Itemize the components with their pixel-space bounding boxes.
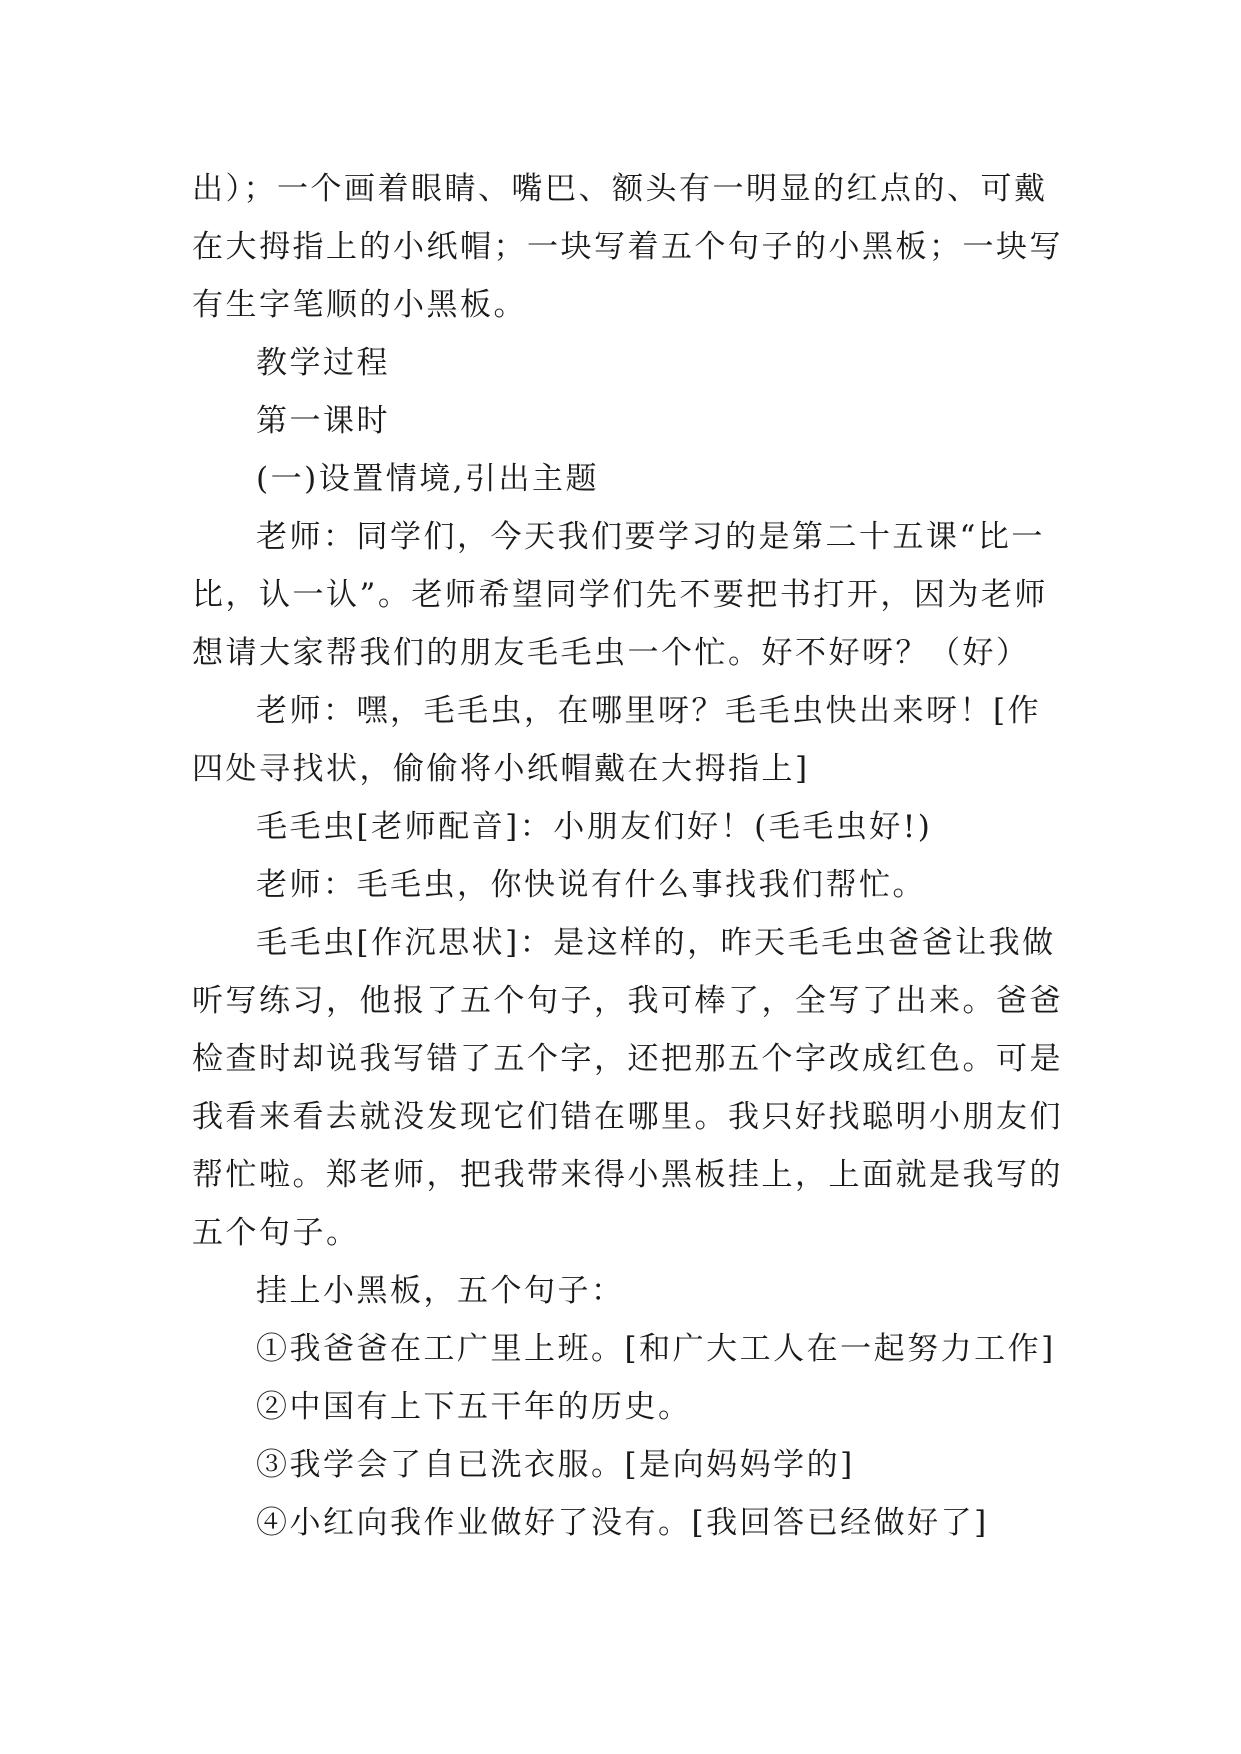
text-line: 比，认一认”。老师希望同学们先不要把书打开，因为老师 xyxy=(192,577,1048,613)
text-line: 听写练习，他报了五个句子，我可棒了，全写了出来。爸爸 xyxy=(192,983,1063,1019)
text-line: 毛毛虫[老师配音]：小朋友们好！(毛毛虫好!) xyxy=(256,809,933,845)
text-line: 五个句子。 xyxy=(192,1215,360,1251)
text-line: 毛毛虫[作沉思状]：是这样的，昨天毛毛虫爸爸让我做 xyxy=(256,925,1056,961)
subsection-heading: (一)设置情境,引出主题 xyxy=(256,461,600,497)
document-body xyxy=(192,160,1063,1552)
sentence-item: ④小红向我作业做好了没有。[我回答已经做好了] xyxy=(256,1505,989,1541)
lesson-heading: 第一课时 xyxy=(256,403,390,439)
sentence-item: ③我学会了自已洗衣服。[是向妈妈学的] xyxy=(256,1447,855,1483)
text-line: 我看来看去就没发现它们错在哪里。我只好找聪明小朋友们 xyxy=(192,1099,1063,1135)
text-line: 四处寻找状，偷偷将小纸帽戴在大拇指上] xyxy=(192,751,810,787)
text-line: 在大拇指上的小纸帽；一块写着五个句子的小黑板；一块写 xyxy=(192,229,1063,265)
text-line: 老师：毛毛虫，你快说有什么事找我们帮忙。 xyxy=(256,867,926,903)
sentence-item: ②中国有上下五干年的历史。 xyxy=(256,1389,692,1425)
text-line: 老师：同学们，今天我们要学习的是第二十五课“比一 xyxy=(256,519,1045,555)
sentence-item: ①我爸爸在工广里上班。[和广大工人在一起努力工作] xyxy=(256,1331,1056,1367)
text-line: 出）；一个画着眼睛、嘴巴、额头有一明显的红点的、可戴 xyxy=(192,171,1048,207)
text-line: 挂上小黑板，五个句子： xyxy=(256,1273,625,1309)
text-line: 帮忙啦。郑老师，把我带来得小黑板挂上，上面就是我写的 xyxy=(192,1157,1063,1193)
text-line: 检查时却说我写错了五个字，还把那五个字改成红色。可是 xyxy=(192,1041,1063,1077)
text-line: 老师：嘿，毛毛虫，在哪里呀？毛毛虫快出来呀！[作 xyxy=(256,693,1042,729)
text-line: 有生字笔顺的小黑板。 xyxy=(192,287,527,323)
text-line: 想请大家帮我们的朋友毛毛虫一个忙。好不好呀？（好） xyxy=(192,635,1030,671)
section-heading: 教学过程 xyxy=(256,345,390,381)
